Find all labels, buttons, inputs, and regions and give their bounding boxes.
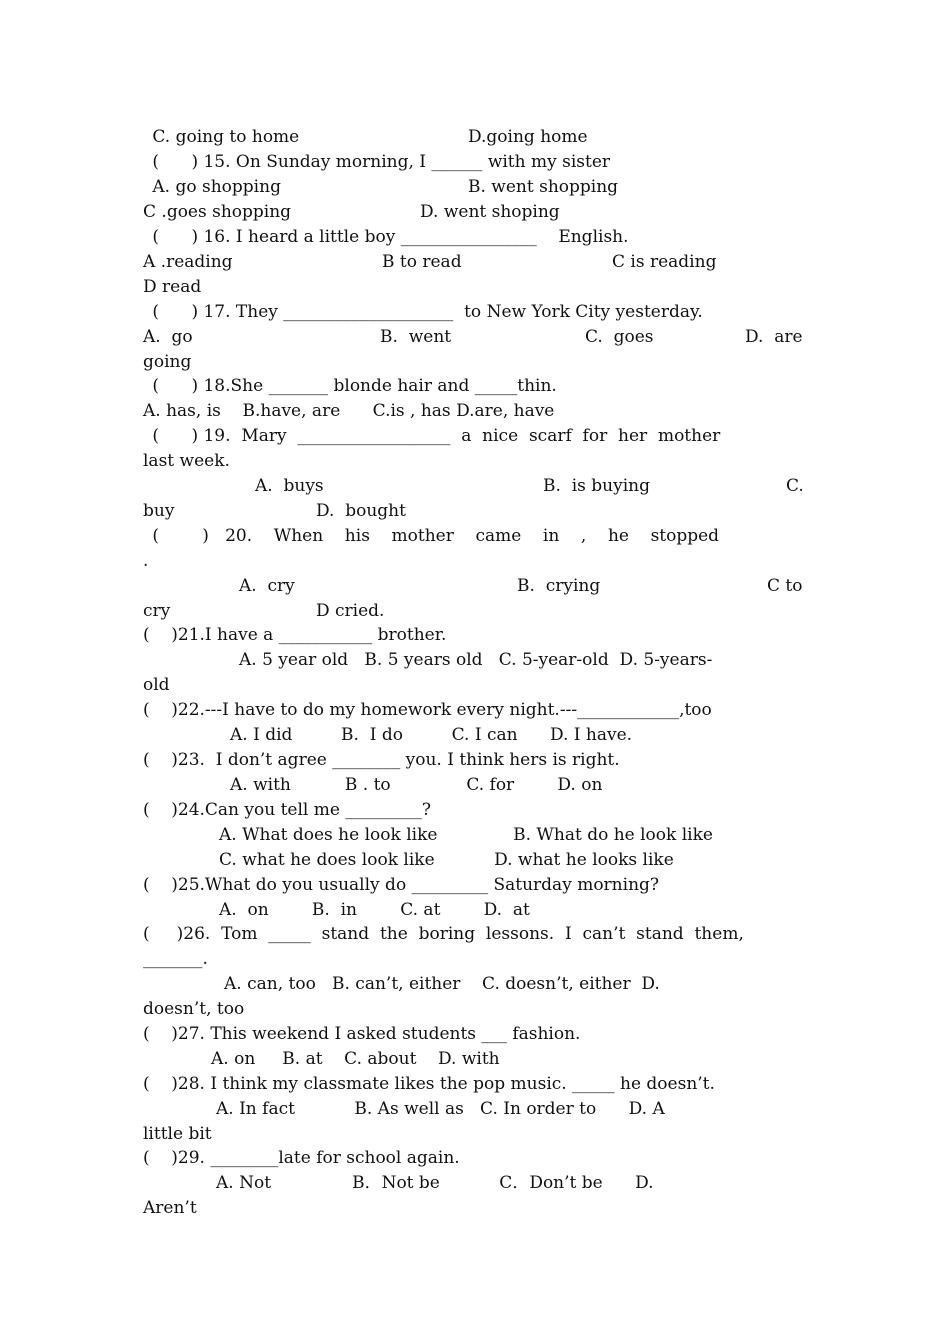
option-line: B. went [380,327,452,347]
question-25: ( )25.What do you usually do _________ Saturday morning? [143,875,660,895]
option-line: B. went shopping [468,177,619,197]
option-line: A. 5 year old B. 5 years old C. 5-year-old D. 5-years- [239,650,713,670]
question-15: ( ) 15. On Sunday morning, I ______ with my sister [147,152,611,172]
question-line: last week. [143,451,230,471]
option-line: A. I did B. I do C. I can D. I have. [230,725,633,745]
question-23: ( )23. I don’t agree ________ you. I think hers is right. [143,750,620,770]
option-line: old [143,675,170,695]
option-line: A. on B. in C. at D. at [219,900,530,920]
option-line: A. buys [255,476,324,496]
option-line: cry [143,601,171,621]
option-line: C is reading [612,252,717,272]
question-28: ( )28. I think my classmate likes the pop music. _____ he doesn’t. [143,1074,715,1094]
question-16: ( ) 16. I heard a little boy ________________ English. [147,227,629,247]
option-line: A. In fact B. As well as C. In order to D. A [216,1099,665,1119]
option-line: C to [767,576,803,596]
option-line: C. what he does look like D. what he looks like [219,850,674,870]
question-line: _______. [143,949,208,969]
option-line: going [143,352,192,372]
option-line: D read [143,277,202,297]
option-line: A. on B. at C. about D. with [211,1049,500,1069]
option-line: C. going to home [147,127,300,147]
option-line: D.going home [468,127,588,147]
option-line: C. goes [585,327,654,347]
option-line: little bit [143,1124,212,1144]
option-line: D. bought [316,501,406,521]
option-line: A. What does he look like B. What do he look like [219,825,713,845]
option-line: doesn’t, too [143,999,245,1019]
option-line: A. can, too B. can’t, either C. doesn’t, either D. [224,974,660,994]
option-line: B. is buying [543,476,650,496]
question-22: ( )22.---I have to do my homework every night.---____________,too [143,700,712,720]
question-line: . [143,551,149,571]
question-17: ( ) 17. They ____________________ to New York City yesterday. [147,302,703,322]
question-19: ( ) 19. Mary __________________ a nice scarf for her mother [147,426,721,446]
option-line: A .reading [143,252,233,272]
option-line: A. go shopping [147,177,281,197]
option-line: A. Not B．Not be C．Don’t be D. [216,1173,654,1193]
question-21: ( )21.I have a ___________ brother. [143,625,447,645]
option-line: A. with B . to C. for D. on [230,775,603,795]
option-line: buy [143,501,175,521]
question-29: ( )29. ________late for school again. [143,1148,460,1168]
option-line: C .goes shopping [143,202,292,222]
question-20: ( ) 20. When his mother came in , he stopped [147,526,720,546]
option-line: Aren’t [143,1198,197,1218]
option-line: B to read [382,252,462,272]
option-line: D. are [745,327,803,347]
option-line: A. go [143,327,193,347]
question-24: ( )24.Can you tell me _________? [143,800,431,820]
option-line: A. has, is B.have, are C.is , has D.are, have [143,401,555,421]
option-line: D. went shoping [420,202,560,222]
option-line: B. crying [517,576,601,596]
option-line: D cried. [316,601,385,621]
question-27: ( )27. This weekend I asked students ___ fashion. [143,1024,581,1044]
question-26: ( )26. Tom _____ stand the boring lessons. I can’t stand them, [143,924,744,944]
option-line: C. [786,476,804,496]
question-18: ( ) 18.She _______ blonde hair and _____thin. [147,376,557,396]
option-line: A. cry [239,576,295,596]
